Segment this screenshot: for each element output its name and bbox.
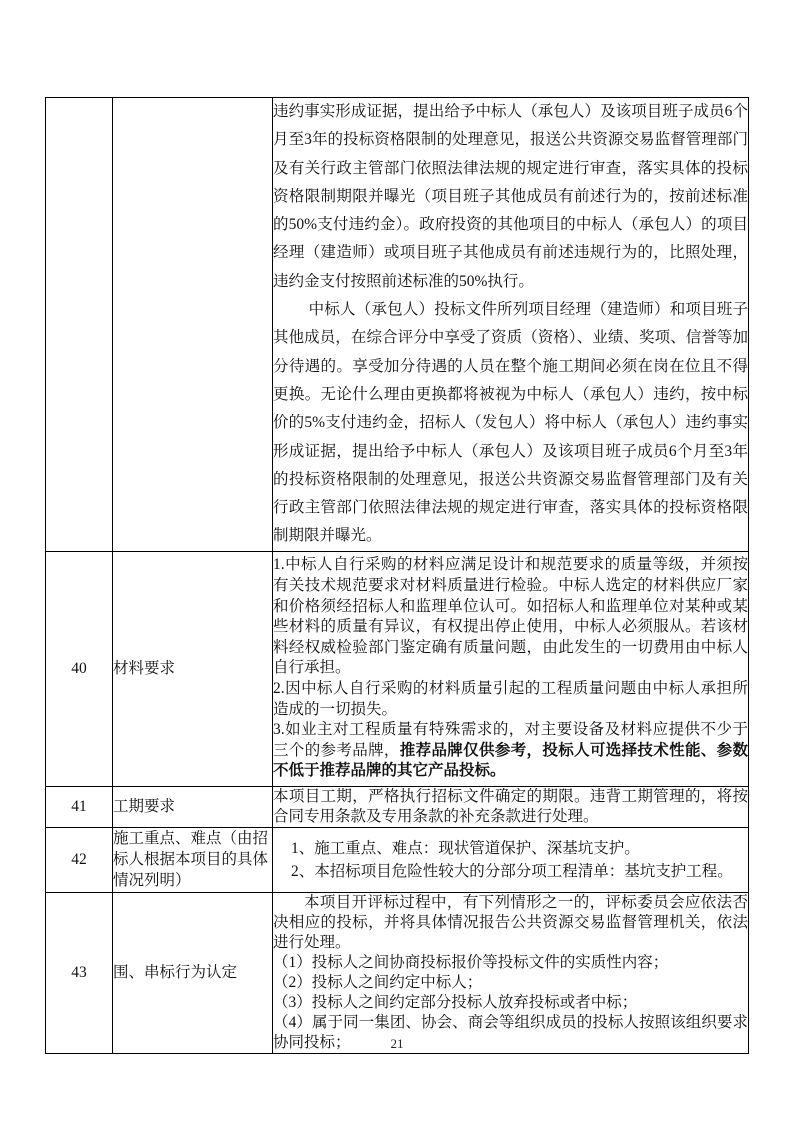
table-row-42 bbox=[46, 827, 749, 892]
table-row-continuation bbox=[46, 98, 749, 552]
row-title-cell: 工期要求 bbox=[113, 786, 273, 827]
table-row-41 bbox=[46, 786, 749, 827]
paragraph bbox=[273, 720, 748, 782]
paragraph: 中标人（承包人）投标文件所列项目经理（建造师）和项目班子其他成员，在综合评分中享受了资质（资格）、业绩、奖项、信誉等加分待遇的。享受加分待遇的人员在整个施工期间必须在岗在位且不得更换。无论什么理由更换都将被视为中标人（承包人）违约，按中标价的5%支付违约金，招标人（发包人）将中标人（承包人）违约事实形成证据，提出给予中标人（承包人）及该项目班子成员6个月至3年的投标资格限制的处理意见，报送公共资源交易监督管理部门及有关行政主管部门依照法律法规的规定进行审查，落实具体的投标资格限制期限并曝光。 bbox=[273, 301, 748, 545]
paragraph: 2、本招标项目危险性较大的分部分项工程清单：基坑支护工程。 bbox=[291, 862, 733, 880]
paragraph: （3）投标人之间约定部分投标人放弃投标或者中标； bbox=[273, 993, 638, 1011]
row-number-cell: 42 bbox=[46, 827, 113, 892]
row-number-cell: 41 bbox=[46, 786, 113, 827]
row-number-cell bbox=[46, 98, 113, 552]
paragraph: 本项目开评标过程中，有下列情形之一的，评标委员会应依法否决相应的投标，并将具体情况报告公共资源交易监督管理机关，依法进行处理。 bbox=[273, 893, 748, 951]
paragraph-bold-text: 推荐品牌仅供参考，投标人可选择技术性能、参数不低于推荐品牌的其它产品投标。 bbox=[273, 741, 748, 780]
row-title-cell bbox=[113, 98, 273, 552]
row-content-cell bbox=[273, 827, 749, 892]
paragraph: 2.因中标人自行采购的材料质量引起的工程质量问题由中标人承担所造成的一切损失。 bbox=[273, 680, 748, 718]
paragraph-normal-text: 3.如业主对工程质量有特殊需求的，对主要设备及材料应提供不少于三个的参考品牌， bbox=[273, 721, 748, 759]
table-row-40 bbox=[46, 551, 749, 786]
paragraph: 1、施工重点、难点：现状管道保护、深基坑支护。 bbox=[291, 839, 640, 857]
row-number-cell: 40 bbox=[46, 551, 113, 786]
paragraph: （1）投标人之间协商投标报价等投标文件的实质性内容； bbox=[273, 953, 669, 971]
tender-terms-table bbox=[45, 97, 749, 1054]
table-row-43 bbox=[46, 892, 749, 1053]
row-number-cell: 43 bbox=[46, 892, 113, 1053]
row-title-cell: 围、串标行为认定 bbox=[113, 892, 273, 1053]
paragraph: 违约事实形成证据，提出给予中标人（承包人）及该项目班子成员6个月至3年的投标资格限制的处理意见，报送公共资源交易监督管理部门及有关行政主管部门依照法律法规的规定进行审查，落实具体的投标资格限制期限并曝光（项目班子其他成员有前述行为的，按前述标准的50%支付违约金）。政府投资的其他项目的中标人（承包人）的项目经理（建造师）或项目班子其他成员有前述违规行为的，比照处理，违约金支付按照前述标准的50%执行。 bbox=[273, 103, 748, 290]
row-content-cell bbox=[273, 892, 749, 1053]
paragraph: 本项目工期，严格执行招标文件确定的期限。违背工期管理的，将按合同专用条款及专用条款的补充条款进行处理。 bbox=[273, 787, 748, 825]
row-title-cell: 施工重点、难点（由招标人根据本项目的具体情况列明） bbox=[113, 827, 273, 892]
row-title-cell: 材料要求 bbox=[113, 551, 273, 786]
row-content-cell bbox=[273, 786, 749, 827]
paragraph: （2）投标人之间约定中标人； bbox=[273, 973, 483, 991]
paragraph: 1.中标人自行采购的材料应满足设计和规范要求的质量等级，并须按有关技术规范要求对材料质量进行检验。中标人选定的材料供应厂家和价格须经招标人和监理单位认可。如招标人和监理单位对某种或某些材料的质量有异议，有权提出停止使用，中标人必须服从。若该材料经权威检验部门鉴定确有质量问题，由此发生的一切费用由中标人自行承担。 bbox=[273, 556, 748, 677]
row-content-cell bbox=[273, 98, 749, 552]
paragraph: （4）属于同一集团、协会、商会等组织成员的投标人按照该组织要求协同投标； bbox=[273, 1013, 748, 1051]
row-content-cell bbox=[273, 551, 749, 786]
page-number: 21 bbox=[390, 1036, 404, 1051]
